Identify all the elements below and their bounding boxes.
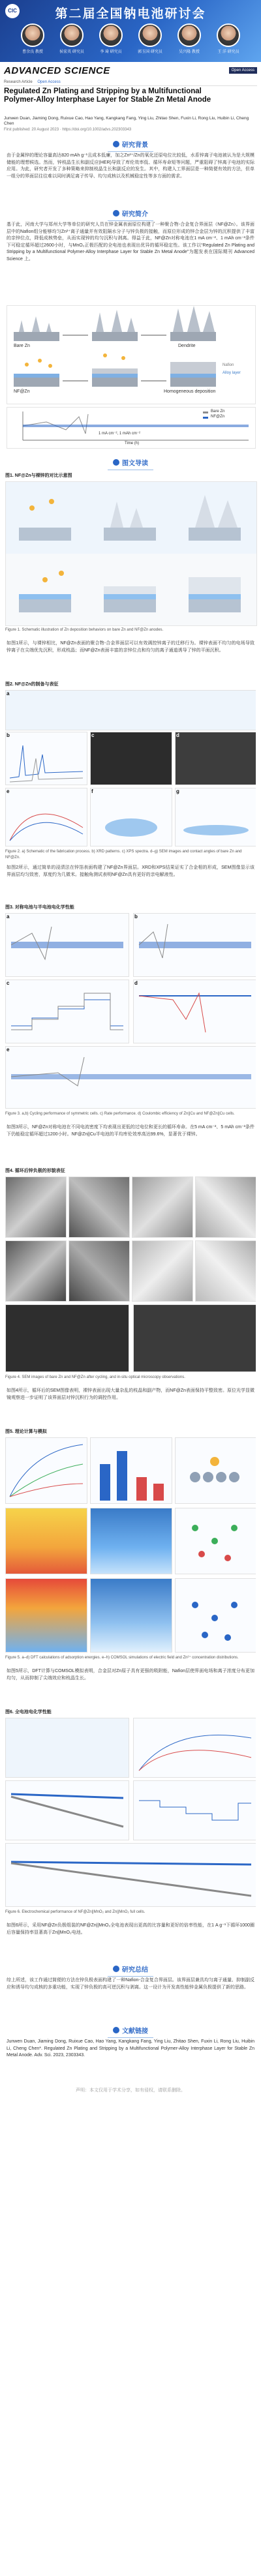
article-date[interactable]: First published: 20 August 2023 · https://doi.org/10.1002/advs.202303343 (4, 128, 132, 132)
section-heading-intro (0, 207, 261, 218)
figure2-heading: 图2. NF@Zn的制备与表征 (5, 682, 59, 687)
speaker-list (13, 23, 248, 54)
figure1-paragraph: 如图1所示，与裸锌相比，NF@Zn表面的聚合物-合金界面层可以有效调控锌离子的迁移行为。裸锌表面不均匀的电场导致锌离子在尖端优先沉积，形成枝晶；而NF@Zn表面丰富的亲锌位点和均匀的离子通道诱导了锌的平面沉积。 (7, 641, 254, 653)
section-title: 文献链接 (122, 2028, 148, 2035)
figure5[interactable] (5, 1437, 256, 1653)
speaker-name: 曹余良 教授 (22, 50, 43, 54)
speaker (95, 23, 127, 54)
figure3[interactable]: a b c d e (5, 913, 256, 1109)
figure6-heading: 图6. 全电池电化学性能 (5, 1710, 52, 1715)
avatar (177, 23, 201, 47)
article-title: Regulated Zn Plating and Stripping by a Multifunctional Polymer-Alloy Interphase Layer for Stable Zn Metal Anode (4, 87, 211, 104)
speaker-name: 吴兴隆 教授 (179, 50, 200, 54)
section-title: 研究总结 (122, 1966, 148, 1974)
figure2-caption: Figure 2. a) Schematic of the fabrication process. b) XRD patterns. c) XPS spectra. d–g) SEM images and contact angles of bare Zn and NF@Zn. (5, 850, 242, 860)
speaker-name: 王 洋 研究员 (217, 50, 239, 54)
figure5-caption: Figure 5. a–d) DFT calculations of adsorption energies. e–h) COMSOL simulations of electric field and Zn²⁺ concentration distributions. (5, 1656, 239, 1660)
figure3-caption: Figure 3. a,b) Cycling performance of symmetric cells. c) Rate performance. d) Coulombic efficiency of Zn||Cu and NF@Zn||Cu cells. (5, 1112, 235, 1116)
figure2-paragraph: 如图2所示，通过简单的浸渍法在锌箔表面构建了NF@Zn界面层。XRD和XPS结果证实了合金相的形成，SEM图像显示该界面层均匀致密，厚度约为几微米。接触角测试表明NF@Zn具有更好的亲电解液性。 (7, 865, 254, 877)
footer-note: 声明：本文仅用于学术分享，如有侵权，请联系删除。 (76, 2088, 185, 2093)
avatar (99, 23, 123, 47)
section-icon (113, 1966, 119, 1972)
section-heading-background (0, 138, 261, 149)
figure4-heading: 图4. 循环后锌负极的形貌表征 (5, 1169, 65, 1173)
speaker (56, 23, 87, 54)
article-meta (4, 80, 257, 86)
banner-title: 第二届全国钠电池研讨会 (55, 7, 206, 21)
toc-label-nafion: Nafion (223, 363, 234, 367)
avatar (217, 23, 240, 47)
journal-name: ADVANCED SCIENCE (4, 65, 110, 76)
conclusion-paragraph: 综上所述，该工作通过简便的方法在锌负极表面构建了一种Nafion-合金复合界面层。该界面层兼具均匀离子通量、抑制副反应和诱导均匀成核的多重功能，实现了锌负极的高可逆沉积与剥离。这一设计为开发高性能锌金属负极提供了新的思路。 (7, 1978, 254, 1990)
section-heading-highlights (0, 457, 261, 467)
figure5-paragraph: 如图5所示，DFT计算与COMSOL模拟表明，合金层对Zn原子具有更强的吸附能，Nafion层使界面电场和离子浓度分布更加均匀，从而抑制了尖端效应和枝晶生长。 (7, 1669, 254, 1681)
section-icon (113, 2027, 119, 2033)
section-icon (113, 210, 119, 217)
conference-banner[interactable] (0, 0, 261, 62)
figure3-heading: 图3. 对称电池与半电池电化学性能 (5, 905, 74, 910)
section-icon (113, 141, 119, 147)
speaker (174, 23, 205, 54)
figure3-paragraph: 如图3所示，NF@Zn对称电池在不同电流密度下均表现出更低的过电位和更长的循环寿命。在5 mA cm⁻²、5 mAh cm⁻²条件下仍能稳定循环超过1200小时。NF@Zn||Cu半电池的平均库伦效率高达99.6%，显著优于裸锌。 (7, 1125, 254, 1137)
reference-text[interactable]: Junwen Duan, Jiaming Dong, Ruixue Cao, Hao Yang, Kangkang Fang, Ying Liu, Zhitao Shen, Fuxin Li, Rong Liu, Huibin Li, Cheng Chen*. Regulated Zn Plating and Stripping by a Multifunctional Polymer-Alloy Interphase Layer for Stable Zn Metal Anode. Adv. Sci. 2023, 2303343. (7, 2039, 254, 2058)
avatar (60, 23, 84, 47)
figure1-caption: Figure 1. Schematic illustration of Zn deposition behaviors on bare Zn and NF@Zn anodes. (5, 628, 164, 632)
section-title: 研究简介 (122, 211, 148, 218)
article-access: Open Access (37, 80, 61, 84)
toc-label-nf-zn: NF@Zn (14, 389, 30, 394)
speaker (134, 23, 166, 54)
background-paragraph: 由于金属锌的理论容量高达820 mAh g⁻¹且成本低廉，加之Zn²⁺/Zn的氧化还原电位比较低，水系锌离子电池被认为是大规模储能的理想候选。然而，锌枝晶生长和副反应(HER)导致了库伦效率低、循环寿命短等问题，严重阻碍了锌离子电池的实际应用。为此，研究者开发了多种策略来抑制枝晶生长和副反应的发生。其中，构建人工界面层是一种简便有效的方法，但单一组分的界面层往往难以同时满足离子传导、均匀成核以及机械稳定性等多方面的需求。 (7, 153, 254, 179)
speaker-name: 李 琦 研究员 (100, 50, 122, 54)
conference-logo: CIC (5, 4, 20, 18)
section-heading-refs (0, 2024, 261, 2035)
figure4-caption: Figure 4. SEM images of bare Zn and NF@Zn after cycling, and in-situ optical microscopy observations. (5, 1375, 185, 1379)
section-heading-conclusion (0, 1963, 261, 1973)
figure1-heading: 图1. NF@Zn与裸锌的对比示意图 (5, 473, 72, 478)
speaker-name: 侯宏英 研究员 (59, 50, 84, 54)
speaker-name: 郭玉国 研究员 (138, 50, 162, 54)
legend-bare-zn: Bare Zn (211, 410, 225, 413)
figure4[interactable] (5, 1176, 256, 1372)
toc-graphic (7, 305, 256, 404)
legend-nf-zn: NF@Zn (211, 415, 225, 419)
toc-label-homogeneous: Homogeneous deposition (164, 389, 216, 394)
figure6-paragraph: 如图6所示，采用NF@Zn负极组装的NF@Zn||MnO₂全电池表现出更高的比容量和更好的倍率性能，在1 A g⁻¹下循环1000圈后容量保持率显著高于Zn||MnO₂电池。 (7, 1923, 254, 1935)
toc-label-bare-zn: Bare Zn (14, 344, 30, 348)
speaker (213, 23, 244, 54)
article-type: Research Article (4, 80, 33, 84)
bare-zn-slab (14, 332, 59, 341)
avatar (138, 23, 162, 47)
voltage-profile (7, 407, 256, 449)
toc-label-alloy: Alloy layer (223, 371, 241, 375)
figure6-caption: Figure 6. Electrochemical performance of NF@Zn||MnO₂ and Zn||MnO₂ full cells. (5, 1910, 146, 1914)
speaker (17, 23, 48, 54)
open-access-badge: Open Access (229, 67, 257, 74)
toc-svg (7, 306, 255, 404)
section-title: 研究背景 (122, 142, 148, 149)
figure4-paragraph: 如图4所示，循环后的SEM图像表明，裸锌表面出现大量杂乱的枝晶和副产物，而NF@Zn表面保持平整致密。原位光学显微镜观察进一步证明了该界面层对锌沉积行为的调控作用。 (7, 1388, 254, 1400)
intro-paragraph: 基于此，河南大学与郑州大学等单位的研究人员在锌金属表面原位构建了一种聚合物-合金复合界面层（NF@Zn）。该界面层中的Nafion组分能够均匀Zn²⁺离子通量并有效阻隔水分子与锌负极的接触，而原位形成的锌合金层为锌的沉积提供了丰富的亲锌位点，降低成核势垒，从而实现锌的均匀沉积与剥离。得益于此，NF@Zn对称电池在1 mA cm⁻²、1 mAh cm⁻²条件下可稳定循环超过2600小时，与MnO₂正极匹配的全电池也表现出优异的循环稳定性。该工作以“Regulated Zn Plating and Stripping by a Multifunctional Polymer-Alloy Interphase Layer for Stable Zn Metal Anode”为题发表在国际期刊 Advanced Science 上。 (7, 222, 254, 262)
section-icon (113, 459, 119, 466)
condition-label: 1 mA cm⁻², 1 mAh cm⁻² (99, 432, 141, 436)
figure2[interactable]: a b c d e f g (5, 690, 256, 846)
avatar (21, 23, 44, 47)
bare-zn-trace (23, 414, 88, 434)
figure1[interactable] (5, 481, 257, 626)
toc-label-dendrite: Dendrite (178, 344, 196, 348)
figure5-heading: 图5. 理论计算与模拟 (5, 1430, 47, 1434)
figure6[interactable] (5, 1718, 256, 1907)
section-title: 图文导读 (122, 460, 148, 468)
article-authors: Junwen Duan, Jiaming Dong, Ruixue Cao, Hao Yang, Kangkang Fang, Ying Liu, Zhitao Shen, Fuxin Li, Rong Liu, Huibin Li, Cheng Chen (4, 116, 249, 126)
x-axis-label: Time (h) (125, 442, 140, 445)
journal-header (4, 65, 257, 78)
